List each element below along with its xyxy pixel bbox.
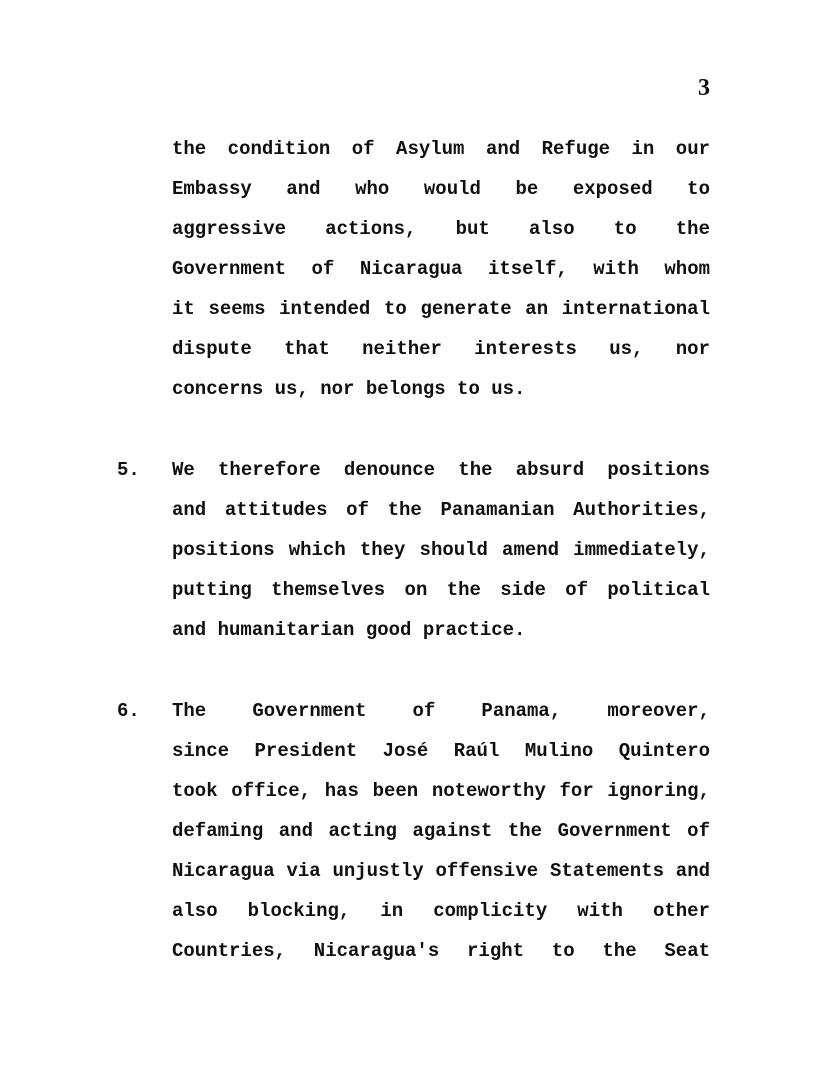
text-line: The Government of Panama, moreover,	[172, 700, 710, 722]
paragraph	[117, 450, 710, 650]
text-line: We therefore denounce the absurd positions	[172, 459, 710, 481]
text-line: since President José Raúl Mulino Quintero	[172, 740, 710, 762]
text-line: it seems intended to generate an international	[172, 298, 710, 320]
text-line: Nicaragua via unjustly offensive Statements and	[172, 860, 710, 882]
document-body	[117, 129, 710, 971]
text-line: positions which they should amend immediately,	[172, 539, 710, 561]
text-line: defaming and acting against the Government of	[172, 820, 710, 842]
text-line: Embassy and who would be exposed to	[172, 178, 710, 200]
paragraph-lines	[172, 691, 710, 971]
paragraph	[117, 129, 710, 409]
text-line: dispute that neither interests us, nor	[172, 338, 710, 360]
text-line: putting themselves on the side of political	[172, 579, 710, 601]
paragraph-number: 5.	[117, 459, 140, 481]
paragraph	[117, 691, 710, 971]
text-line: aggressive actions, but also to the	[172, 218, 710, 240]
text-line: the condition of Asylum and Refuge in our	[172, 138, 710, 160]
text-line: and humanitarian good practice.	[172, 619, 526, 641]
text-line: and attitudes of the Panamanian Authorities,	[172, 499, 710, 521]
page-number: 3	[698, 75, 710, 101]
paragraph-number: 6.	[117, 700, 140, 722]
paragraph-lines	[172, 129, 710, 409]
text-line: also blocking, in complicity with other	[172, 900, 710, 922]
text-line: concerns us, nor belongs to us.	[172, 378, 526, 400]
text-line: Countries, Nicaragua's right to the Seat	[172, 940, 710, 962]
paragraph-number	[117, 129, 172, 409]
text-line: took office, has been noteworthy for ignoring,	[172, 780, 710, 802]
paragraph-lines	[172, 450, 710, 650]
text-line: Government of Nicaragua itself, with whom	[172, 258, 710, 280]
